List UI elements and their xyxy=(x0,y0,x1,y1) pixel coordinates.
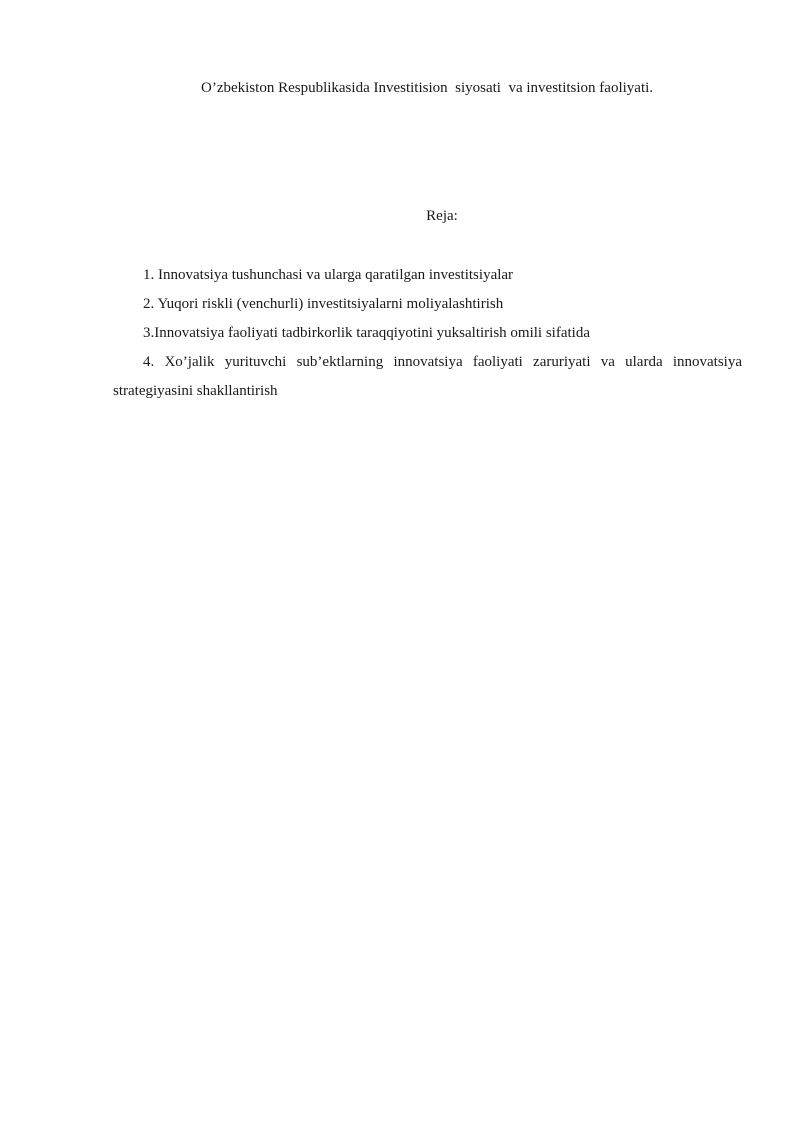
plan-list xyxy=(113,261,742,406)
plan-item-3: 3.Innovatsiya faoliyati tadbirkorlik taraqqiyotini yuksaltirish omili sifatida xyxy=(143,325,590,341)
plan-item-2: 2. Yuqori riskli (venchurli) investitsiyalarni moliyalashtirish xyxy=(143,296,504,312)
plan-heading: Reja: xyxy=(426,208,458,224)
plan-item-1: 1. Innovatsiya tushunchasi va ularga qaratilgan investitsiyalar xyxy=(143,267,514,283)
document-title: O’zbekiston Respublikasida Investitision siyosati va investitsion faoliyati. xyxy=(201,80,654,96)
plan-item-4: 4. Xo’jalik yurituvchi sub’ektlarning innovatsiya faoliyati zaruriyati va ularda innovatsiya strategiyasini shakllantirish xyxy=(113,354,742,399)
